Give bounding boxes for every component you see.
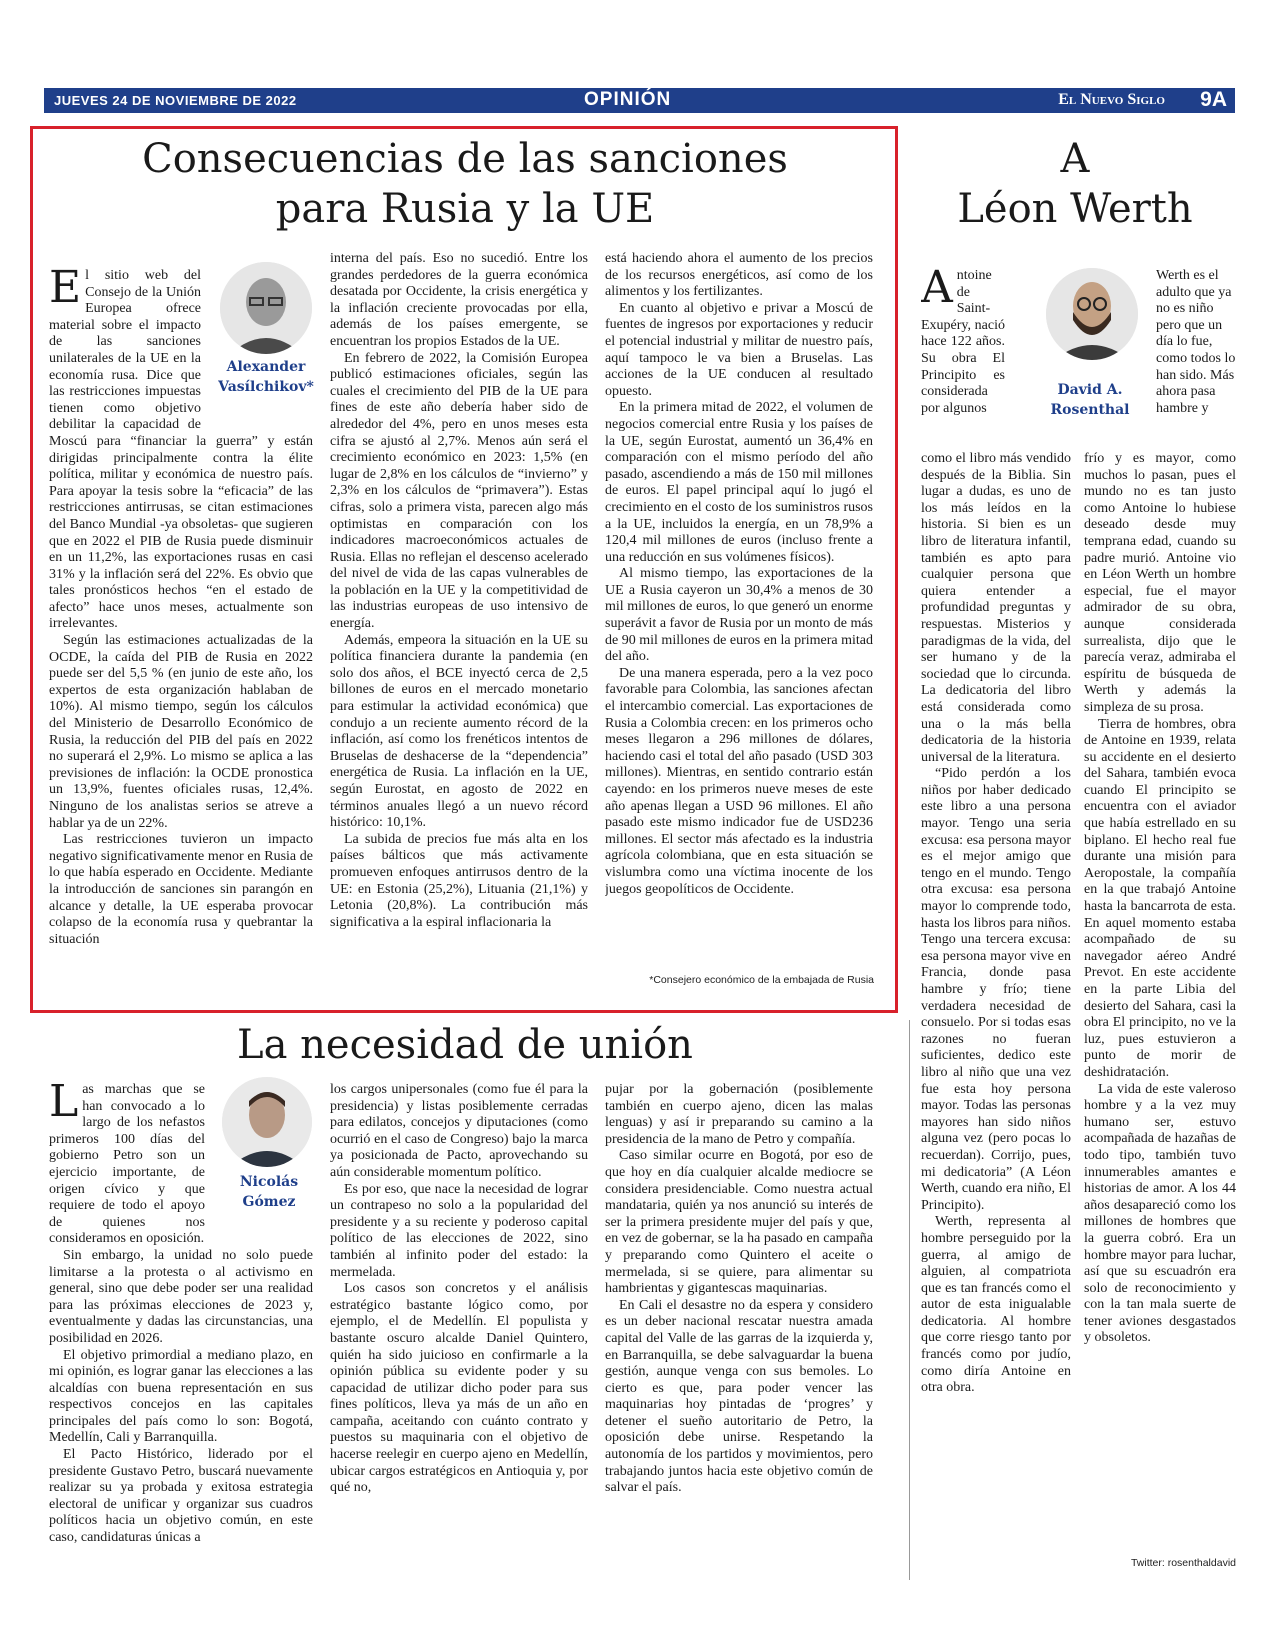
article3-paragraph: frío y es mayor, como muchos lo pasan, pues el mundo no es tan justo como Antoine lo hubiese deseado desde muy temprana edad, cuando su padre murió. Antoine vio en Léon Werth un hombre especial, fue el mayor admirador de su obra, aunque considerada surrealista, dijo que le parecía veraz, admiraba el espíritu de búsqueda de Werth y además la simpleza de su prosa. xyxy=(1084,451,1236,715)
newspaper-brand: El Nuevo Siglo xyxy=(1058,91,1165,108)
article1-author-photo xyxy=(220,262,312,354)
article1-byline xyxy=(205,357,327,397)
article1-headline xyxy=(40,134,890,234)
article1-paragraph: Al mismo tiempo, las exportaciones de la UE a Rusia cayeron un 30,4% a menos de 30 mil millones de euros, lo que generó un enorme superávit a favor de Rusia por un monto de más de 90 mil millones de euros en la primera mitad del año. xyxy=(605,566,873,665)
article2-paragraph: Sin embargo, la unidad no solo puede limitarse a la protesta o al activismo en general, sino que debe poder ser una realidad para las próximas elecciones de 2023 y, eventualmente y dadas las circunstancias, una posibilidad en 2026. xyxy=(49,1247,313,1346)
article1-paragraph: está haciendo ahora el aumento de los precios de los recursos energéticos, así como de los alimentos y los fertilizantes. xyxy=(605,251,873,300)
article3-column-2 xyxy=(1084,268,1236,1552)
article2-author-first-name: Nicolás xyxy=(239,1174,299,1190)
article3-twitter-handle: Twitter: rosenthaldavid xyxy=(1130,1557,1236,1569)
article3-headline xyxy=(910,134,1240,234)
article1-footnote: *Consejero económico de la embajada de Rusia xyxy=(649,974,874,986)
article1-headline-line2: para Rusia y la UE xyxy=(275,186,655,232)
article3-column-1 xyxy=(921,268,1071,1552)
article3-author-last-name: Rosenthal xyxy=(1050,402,1130,418)
article2-paragraph: El Pacto Histórico, liderado por el presidente Gustavo Petro, buscará nuevamente realizar su ya probada y exitosa estrategia electoral de unificar y organizar sus cuadros políticos hacia un objetivo común, en este caso, candidaturas únicas a xyxy=(49,1447,313,1546)
article2-byline xyxy=(222,1172,316,1212)
article2-column-3 xyxy=(605,1082,873,1610)
article2-paragraph: El objetivo primordial a mediano plazo, en mi opinión, es lograr ganar las elecciones a las alcaldías con buena representación en sus respectivos concejos en las capitales principales del país como lo son: Bogotá, Medellín, Cali y Barranquilla. xyxy=(49,1347,313,1446)
article2-column-2 xyxy=(330,1082,588,1610)
article2-paragraph: Los casos son concretos y el análisis estratégico bastante lógico como, por ejemplo, el de Medellín. El populista y bastante oscuro alcalde Daniel Quintero, quién ha sido juicioso en confirmarle a la opinión pública su evidente poder y su capacidad de utilizar dicho poder para sus fines políticos, lleva ya más de un año en campaña, aceitando con cuánto contrato y puestos su maquinaria con el objetivo de hacerse reelegir en cuerpo ajeno en Medellín, ubicar cargos estratégicos en Antioquia y, por qué no, xyxy=(330,1281,588,1496)
article2-paragraph: as marchas que se han convocado a lo largo de los nefastos primeros 100 días del gobierno Petro son un ejercicio importante, de origen cívico y que requiere de todo el apoyo de quienes nos consideramos en oposición. xyxy=(49,1082,205,1247)
article1-column-2 xyxy=(330,251,588,993)
article2-author-last-name: Gómez xyxy=(242,1194,296,1210)
article1-author-last-name: Vasílchikov* xyxy=(218,379,314,395)
article1-paragraph: l sitio web del Consejo de la Unión Europea ofrece material sobre el impacto de las sanciones unilaterales de la UE en la economía rusa. Dice que las restricciones impuestas tienen como objetivo debilitar la capacidad de Moscú para “financiar la guerra” y están dirigidas principalmente contra la élite política, militar y económica de nuestro país. Para apoyar la tesis sobre la “eficacia” de las restricciones antirrusas, se citan estimaciones del Banco Mundial -ya obsoletas- que sugieren que en 2022 el PIB de Rusia puede disminuir en un 11,2%, las exportaciones rusas en casi 31% y la inflación será del 22%. Es obvio que tales pronósticos hechos “en el estado de afecto” hace unos meses, actualmente son irrelevantes. xyxy=(49,268,313,632)
article1-headline-line1: Consecuencias de las sanciones xyxy=(142,136,788,182)
author-portrait-icon xyxy=(220,262,312,354)
article1-paragraph: Además, empeora la situación en la UE su política financiera durante la pandemia (en solo dos años, el BCE inyectó cerca de 2,5 billones de euros en el mercado monetario para estimular la actividad económica) que condujo a un reciente aumento récord de la inflación, así como los frenéticos intentos de Bruselas de deshacerse de la “dependencia” energética de Rusia. La inflación en la UE, según Eurostat, en agosto de 2022 en términos anuales llegó a un nuevo récord histórico: 10,1%. xyxy=(330,632,588,831)
article2-paragraph: pujar por la gobernación (posiblemente también en cuerpo ajeno, dicen las malas lenguas) y así ir preparando su camino a la presidencia de la mano de Petro y compañía. xyxy=(605,1082,873,1147)
article2-paragraph: Es por eso, que nace la necesidad de lograr un contrapeso no solo a la popularidad del presidente y a su reciente y poderoso capital político de las elecciones de 2022, sino también al infinito poder del estado: la mermelada. xyxy=(330,1181,588,1280)
article3-headline-line1: A xyxy=(1060,136,1090,182)
section-name: OPINIÓN xyxy=(584,89,672,110)
article1-paragraph: En febrero de 2022, la Comisión Europea publicó estimaciones oficiales, según las cuales el crecimiento del PIB de la UE para fines de este año debería haber sido de alrededor del 4%, pero en unos meses esta cifra se ajustó al 2,7%. Menos aún será el crecimiento económico en 2023: 1,5% (en lugar de 2,8% en los cálculos de “invierno” y 2,3% en los cálculos de “primavera”). Estas cifras, solo a primera vista, parecen algo más optimistas en comparación con los indicadores macroeconómicos actuales de Rusia. Ellas no reflejan el descenso acelerado del nivel de vida de las capas vulnerables de la población en la UE y la competitividad de las industrias europeas de uso intensivo de energía. xyxy=(330,350,588,632)
article3-paragraph: Werth, representa al hombre perseguido por la guerra, al amigo de alguien, al compatriota que es tan francés como el autor de esta inigualable dedicatoria. Al hombre que corre riesgo tanto por francés como por judío, como diría Antoine en otra obra. xyxy=(921,1214,1071,1396)
column-divider xyxy=(909,1020,910,1580)
article1-paragraph: Según las estimaciones actualizadas de la OCDE, la caída del PIB de Rusia en 2022 puede ser del 5,5 % (en junio de este año, los expertos de esta organización hablaban de 10%). Al mismo tiempo, según los cálculos del Ministerio de Desarrollo Económico de Rusia, la reducción del PIB del país en 2022 no superará el 2,9%. Lo mismo se aplica a las previsiones de inflación: la OCDE pronostica un 13,9%, fuentes oficiales rusas, 12,4%. Ninguno de los analistas serios se atreve a hablar ya de un 22%. xyxy=(49,633,313,831)
article2-paragraph: En Cali el desastre no da espera y considero es un deber nacional rescatar nuestra amada capital del Valle de las garras de la izquierda y, en Barranquilla, se debe salvaguardar la buena gestión, aunque venga con sus bemoles. Lo cierto es que, para poder vencer las maquinarias hoy pintadas de ‘progres’ y detener el sueño autoritario de Petro, la oposición debe unirse. Respetando la autonomía de los partidos y movimientos, pero trabajando juntos hacia este objetivo común de salvar el país. xyxy=(605,1297,873,1496)
article1-paragraph: En cuanto al objetivo e privar a Moscú de fuentes de ingresos por exportaciones y reducir el potencial industrial y militar de nuestro país, aquí tampoco le va bien a Bruselas. Las acciones de la UE conducen al resultado opuesto. xyxy=(605,300,873,399)
article1-paragraph: De una manera esperada, pero a la vez poco favorable para Colombia, las sanciones afectan el intercambio comercial. Las exportaciones de Rusia a Colombia crecen: en los primeros ocho meses llegaron a 296 millones de dólares, haciendo casi el total del año pasado (USD 303 millones). Mientras, en sentido contrario están cayendo: en los primeros nueve meses de este año apenas llegan a USD 96 millones. El año pasado este mismo indicador fue de USD236 millones. El sector más afectado es la industria agrícola colombiana, que en esta situación se vislumbra como una víctima inocente de los juegos geopolíticos de Occidente. xyxy=(605,665,873,897)
article1-paragraph: interna del país. Eso no sucedió. Entre los grandes perdedores de la guerra económica desatada por Occidente, la crisis energética y la inflación creciente provocadas por ella, además de los países emergente, se encuentran los propios Estados de la UE. xyxy=(330,251,588,349)
article3-author-first-name: David A. xyxy=(1057,382,1123,398)
article3-paragraph: como el libro más vendido después de la Biblia. Sin lugar a dudas, es uno de los más leídos en la historia. Si bien es un libro de literatura infantil, también es apto para cualquier persona que quiera entender a profundidad preguntas y respuestas. Misterios y paradigmas de la vida, del ser humano y de la sociedad que lo circunda. La dedicatoria del libro está considerada como una o la más bella dedicatoria de la historia universal de la literatura. xyxy=(921,451,1071,765)
article2-author-photo xyxy=(222,1077,312,1167)
article2-headline: La necesidad de unión xyxy=(237,1022,693,1068)
author-portrait-icon xyxy=(222,1077,312,1167)
article1-paragraph: Las restricciones tuvieron un impacto negativo significativamente menor en Rusia de lo que había esperado en Occidente. Mediante la introducción de sanciones sin parangón en alcance y detalle, la UE esperaba provocar colapso de la economía rusa y quebrantar la situación xyxy=(49,832,313,947)
page-header-bar xyxy=(44,88,1235,113)
article3-column-1-lead xyxy=(921,268,1005,451)
article1-paragraph: En la primera mitad de 2022, el volumen de negocios comercial entre Rusia y los países de la UE, según Eurostat, aumentó un 36,4% en comparación con el mismo período del año pasado, ascendiendo a más de 150 mil millones de euros. El papel principal aquí lo jugó el crecimiento en el costo de los suministros rusos a la UE, incluidos la energía, en un 78,9% a 120,4 mil millones de euros (incluso frente a una reducción en sus volúmenes físicos). xyxy=(605,400,873,565)
page-number: 9A xyxy=(1200,88,1227,111)
article1-paragraph: La subida de precios fue más alta en los países bálticos que más activamente promueven enfoques antirrusos dentro de la UE: en Estonia (25,2%), Lituania (21,1%) y Letonia (20,8%). La contribución más significativa a la espiral inflacionaria la xyxy=(330,831,588,930)
article3-dropcap: A xyxy=(921,268,953,313)
article3-lead-text: ntoine de Saint-Exupéry, nació hace 122 años. Su obra El Principito es considerada por algunos xyxy=(921,268,1005,416)
article2-dropcap: L xyxy=(49,1082,79,1127)
article3-paragraph: La vida de este valeroso hombre y a la vez muy humano ser, estuvo acompañada de hazañas de todo tipo, también tuvo innumerables amantes e historias de amor. A los 44 años desapareció como los millones de hombres que la guerra cobró. Era un hombre mayor para luchar, así que su escuadrón era solo de reconocimiento y con la tan mala suerte de tener aviones desgastados y obsoletos. xyxy=(1084,1081,1236,1346)
article2-paragraph: los cargos unipersonales (como fue él para la presidencia) y listas posiblemente cerradas para edilatos, concejos y diputaciones (como ocurrió en el caso de Congreso) bajo la marca ya posicionada de Pacto, aprovechando su aún considerable momentum político. xyxy=(330,1082,588,1180)
article3-paragraph: “Pido perdón a los niños por haber dedicado este libro a una persona mayor. Tengo una seria excusa: esa persona mayor es el mejor amigo que tengo en el mundo. Tengo otra excusa: esa persona mayor lo comprende todo, hasta los libros para niños. Tengo una tercera excusa: esa persona mayor vive en Francia, donde pasa hambre y frío; tiene verdadera necesidad de consuelo. Por si todas esas razones no fueran suficientes, dedico este libro al niño que una vez fue esta hoy persona mayor. Todas las personas mayores han sido niños alguna vez (pero pocas lo recuerdan). Corrijo, pues, mi dedicatoria” (A Léon Werth, cuando era niño, El Principito). xyxy=(921,766,1071,1213)
article1-column-3 xyxy=(605,251,873,969)
article1-dropcap: E xyxy=(49,268,82,313)
article3-paragraph: Tierra de hombres, obra de Antoine en 1939, relata su accidente en el desierto del Sahara, también evoca cuando El principito se encuentra con el aviador que había estrellado en su biplano. El hecho real fue durante una misión para Aeropostale, la compañía en la que trabajó Antoine hasta la bancarrota de esta. En aquel momento estaba acompañado de su navegador aéreo André Prevot. En este accidente en la parte Libia del desierto del Sahara, casi la obra El principito, no ve la luz, pues estuvieron a punto de morir de deshidratación. xyxy=(1084,716,1236,1080)
article3-column-2-lead: Werth es el adulto que ya no es niño pero que un día lo fue, como todos lo han sido. Más ahora pasa hambre y xyxy=(1156,268,1236,416)
article2-paragraph: Caso similar ocurre en Bogotá, por eso de que hoy en día cualquier alcalde mediocre se considera presidenciable. Como nuestra actual mandataria, quién ya nos anunció su interés de ser la primera presidente mujer del país y que, en vez de gobernar, se la ha pasado en campaña y preparando como Quintero el aceite o mermelada, si se quiere, para alimentar su hambrientas y gigantescas maquinarias. xyxy=(605,1148,873,1297)
edition-date: JUEVES 24 DE NOVIEMBRE DE 2022 xyxy=(54,93,297,108)
article3-headline-line2: Léon Werth xyxy=(957,186,1193,232)
article1-author-first-name: Alexander xyxy=(226,359,306,375)
